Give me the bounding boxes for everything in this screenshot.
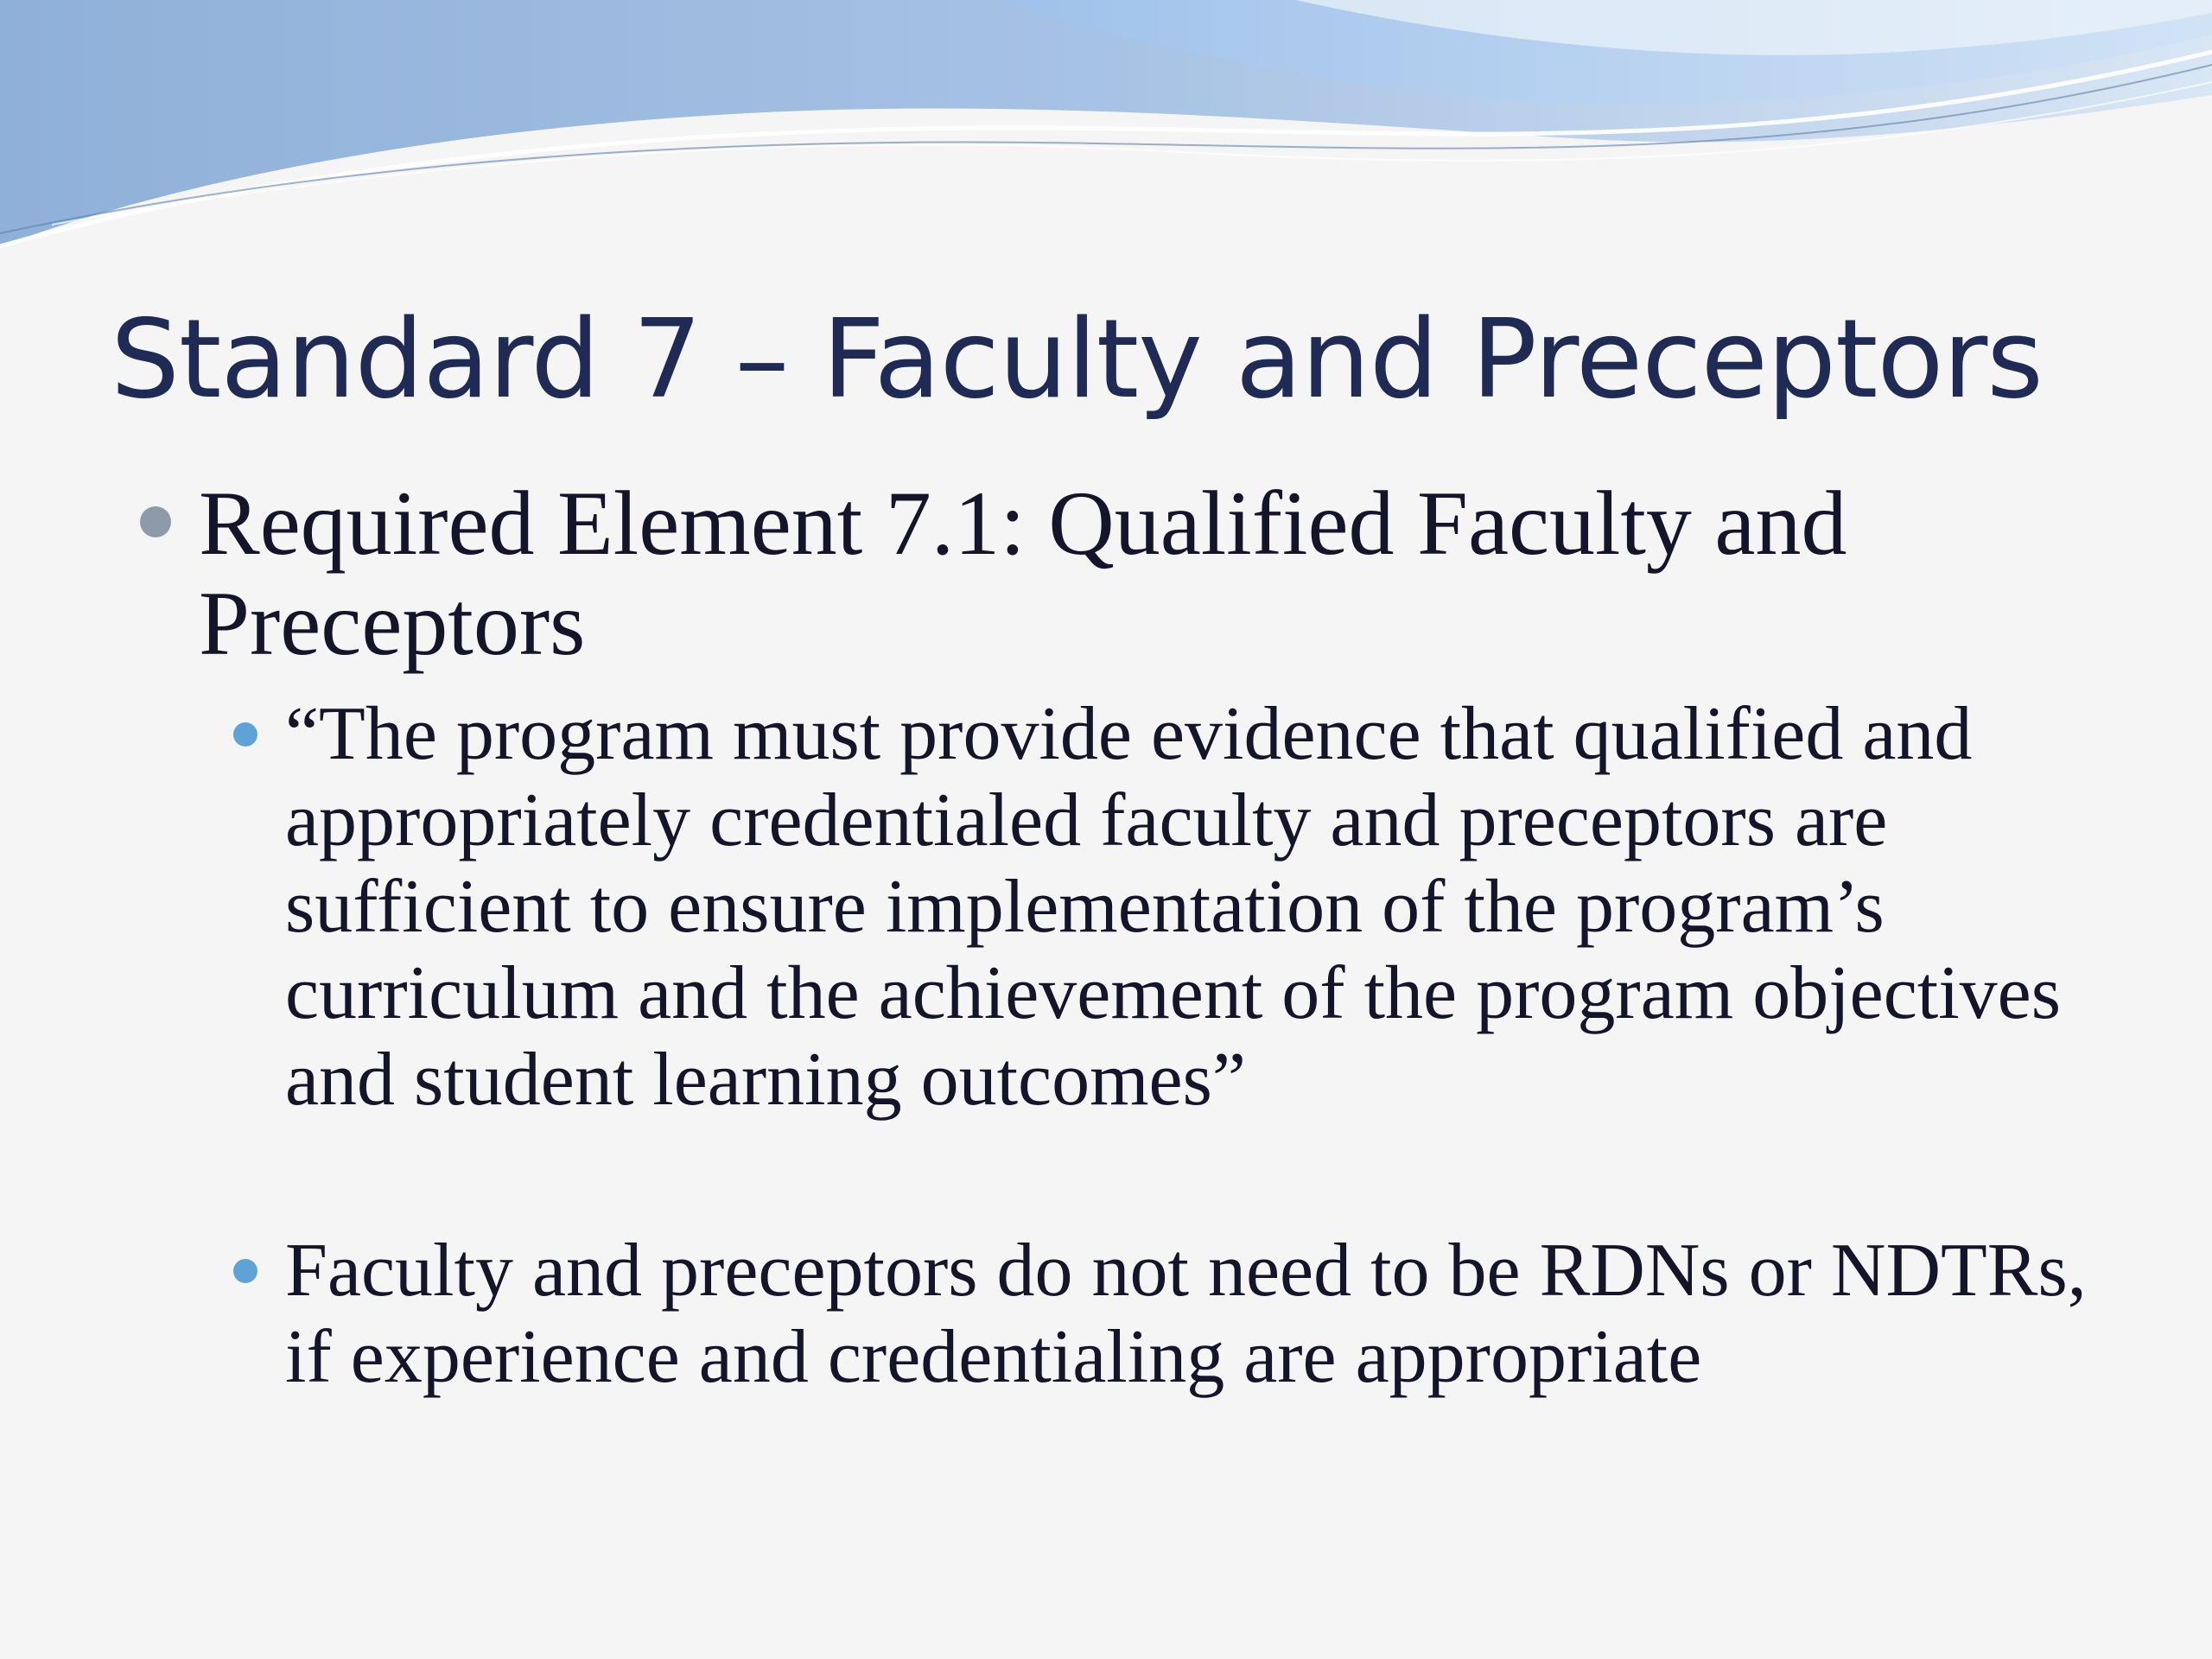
sub-bullet-program-evidence [285,691,2100,1123]
bullet-dot-icon [233,722,257,747]
bullet-dot-icon [233,1259,257,1283]
bullet-required-element [199,474,2117,674]
sub-bullet-text: “The program must provide evidence that qualified and appropriately credentialed faculty and preceptors are sufficient to ensure implementation of the program’s curriculum and the achievement of the program objectives and student learning outcomes” [285,692,2061,1122]
sub-bullet-credentials-note [285,1228,2100,1401]
sub-bullet-text: Faculty and preceptors do not need to be RDNs or NDTRs, if experience and credentialing are appropriate [285,1229,2087,1399]
slide-title: Standard 7 – Faculty and Preceptors [111,296,2043,423]
bullet-text: Required Element 7.1: Qualified Faculty and Preceptors [199,473,1847,674]
bullet-dot-icon [140,506,171,537]
